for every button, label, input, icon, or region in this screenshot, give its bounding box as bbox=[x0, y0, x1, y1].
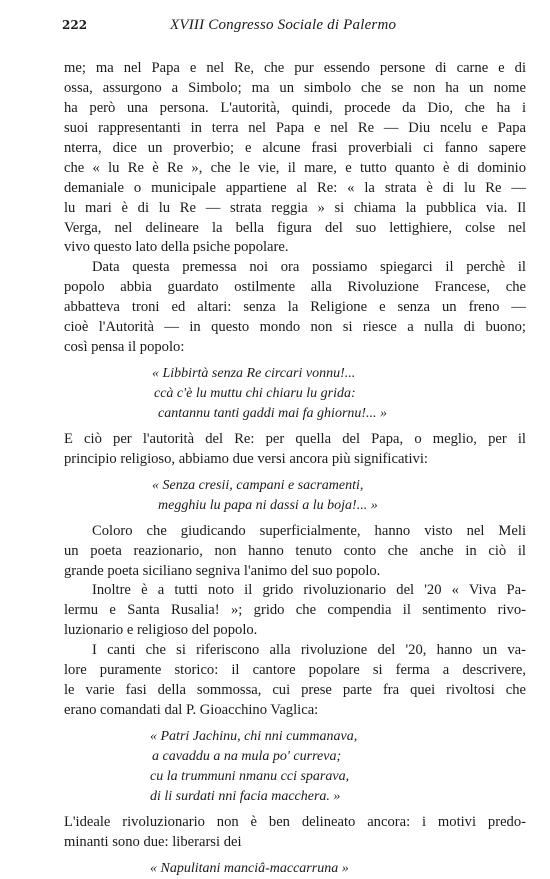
verse-line: megghiu lu papa ni dassi a lu boja!... » bbox=[158, 497, 378, 513]
verse-line: « Napulitani manciâ-maccarruna » bbox=[150, 860, 349, 876]
text-line: Coloro che giudicando superficialmente, hanno visto nel Meli bbox=[92, 522, 526, 539]
text-line: Verga, nel delineare la bella figura del suo lettighiere, colse nel bbox=[64, 219, 526, 236]
text-line: erano comandati dal P. Gioacchino Vaglica: bbox=[64, 702, 319, 719]
text-line: grande poeta siciliano segniva l'animo del suo popolo. bbox=[64, 562, 381, 579]
text-line: popolo abbia guardato ostilmente alla Rivoluzione Francese, che bbox=[64, 279, 526, 296]
verse-line: « Patri Jachinu, chi nni cummanava, bbox=[150, 729, 358, 744]
page-number: 222 bbox=[62, 18, 88, 32]
verse-line: « Libbirtà senza Re circari vonnu!... bbox=[152, 366, 356, 382]
verse-line: cu la trummuni nmanu cci sparava, bbox=[150, 768, 350, 784]
text-line: demaniale o municipale appartiene al Re: « la strata è di lu Re — bbox=[64, 179, 526, 196]
verse-line: cantannu tanti gaddi mai fa ghiornu!... » bbox=[158, 405, 388, 421]
text-line: minanti sono due: liberarsi dei bbox=[64, 833, 242, 850]
text-line: un poeta reazionario, non hanno tenuto conto che anche in ciò il bbox=[64, 542, 526, 559]
running-head: XVIII Congresso Sociale di Palermo bbox=[170, 17, 397, 33]
text-line: così pensa il popolo: bbox=[64, 339, 185, 356]
text-line: Data questa premessa noi ora possiamo spiegarci il perchè il bbox=[92, 259, 526, 276]
text-line: lermu e Santa Rusalia! »; grido che compendia il sentimento rivo- bbox=[64, 602, 526, 619]
text-line: lu mari è di lu Re — strata reggia » si chiama la pubblica via. Il bbox=[64, 199, 526, 216]
text-line: luzionario e religioso del popolo. bbox=[64, 622, 258, 639]
text-line: suoi rappresentanti in terra nel Papa e nel Re — Diu ncelu e Papa bbox=[64, 119, 526, 136]
page-body bbox=[64, 59, 526, 879]
page-header bbox=[0, 18, 550, 40]
text-line: cioè l'Autorità — in questo mondo non si riesce a nulla di buono; bbox=[64, 319, 526, 336]
text-line: Inoltre è a tutti noto il grido rivoluzionario del '20 « Viva Pa- bbox=[92, 582, 526, 599]
text-line: che « lu Re è Re », che le vie, il mare, e tutto quanto è di dominio bbox=[64, 159, 526, 176]
text-line: nterra, dice un proverbio; e alcune frasi proverbiali ci fanno sapere bbox=[64, 139, 526, 156]
text-line: I canti che si riferiscono alla rivoluzione del '20, hanno un va- bbox=[92, 642, 526, 659]
text-line: le varie fasi della sommossa, cui prese parte fra quei rivoltosi che bbox=[64, 682, 526, 699]
text-line: E ciò per l'autorità del Re: per quella del Papa, o meglio, per il bbox=[64, 430, 526, 447]
verse-line: di li surdati nni facia macchera. » bbox=[150, 788, 341, 804]
text-line: ha però una persona. L'autorità, quindi, procede da Dio, che ha i bbox=[64, 99, 526, 116]
text-line: abbatteva troni ed altari: senza la Religione e senza un freno — bbox=[64, 299, 526, 316]
verse-line: « Senza cresii, campani e sacramenti, bbox=[152, 477, 364, 493]
text-line: L'ideale rivoluzionario non è ben delineato ancora: i motivi predo- bbox=[64, 813, 526, 830]
verse-line: ccà c'è lu muttu chi chiaru lu grida: bbox=[154, 386, 356, 401]
text-line: lore puramente storico: il cantore popolare si ferma a descrivere, bbox=[64, 662, 526, 679]
text-line: me; ma nel Papa e nel Re, che pur essendo persone di carne e di bbox=[64, 60, 526, 76]
verse-line: a cavaddu a na mula po' curreva; bbox=[152, 748, 342, 764]
text-line: vivo questo lato della psiche popolare. bbox=[64, 239, 289, 256]
text-line: ossa, assurgono a Simbolo; ma un simbolo che se non ha un nome bbox=[64, 79, 526, 96]
text-line: principio religioso, abbiamo due versi ancora più significativi: bbox=[64, 450, 428, 467]
